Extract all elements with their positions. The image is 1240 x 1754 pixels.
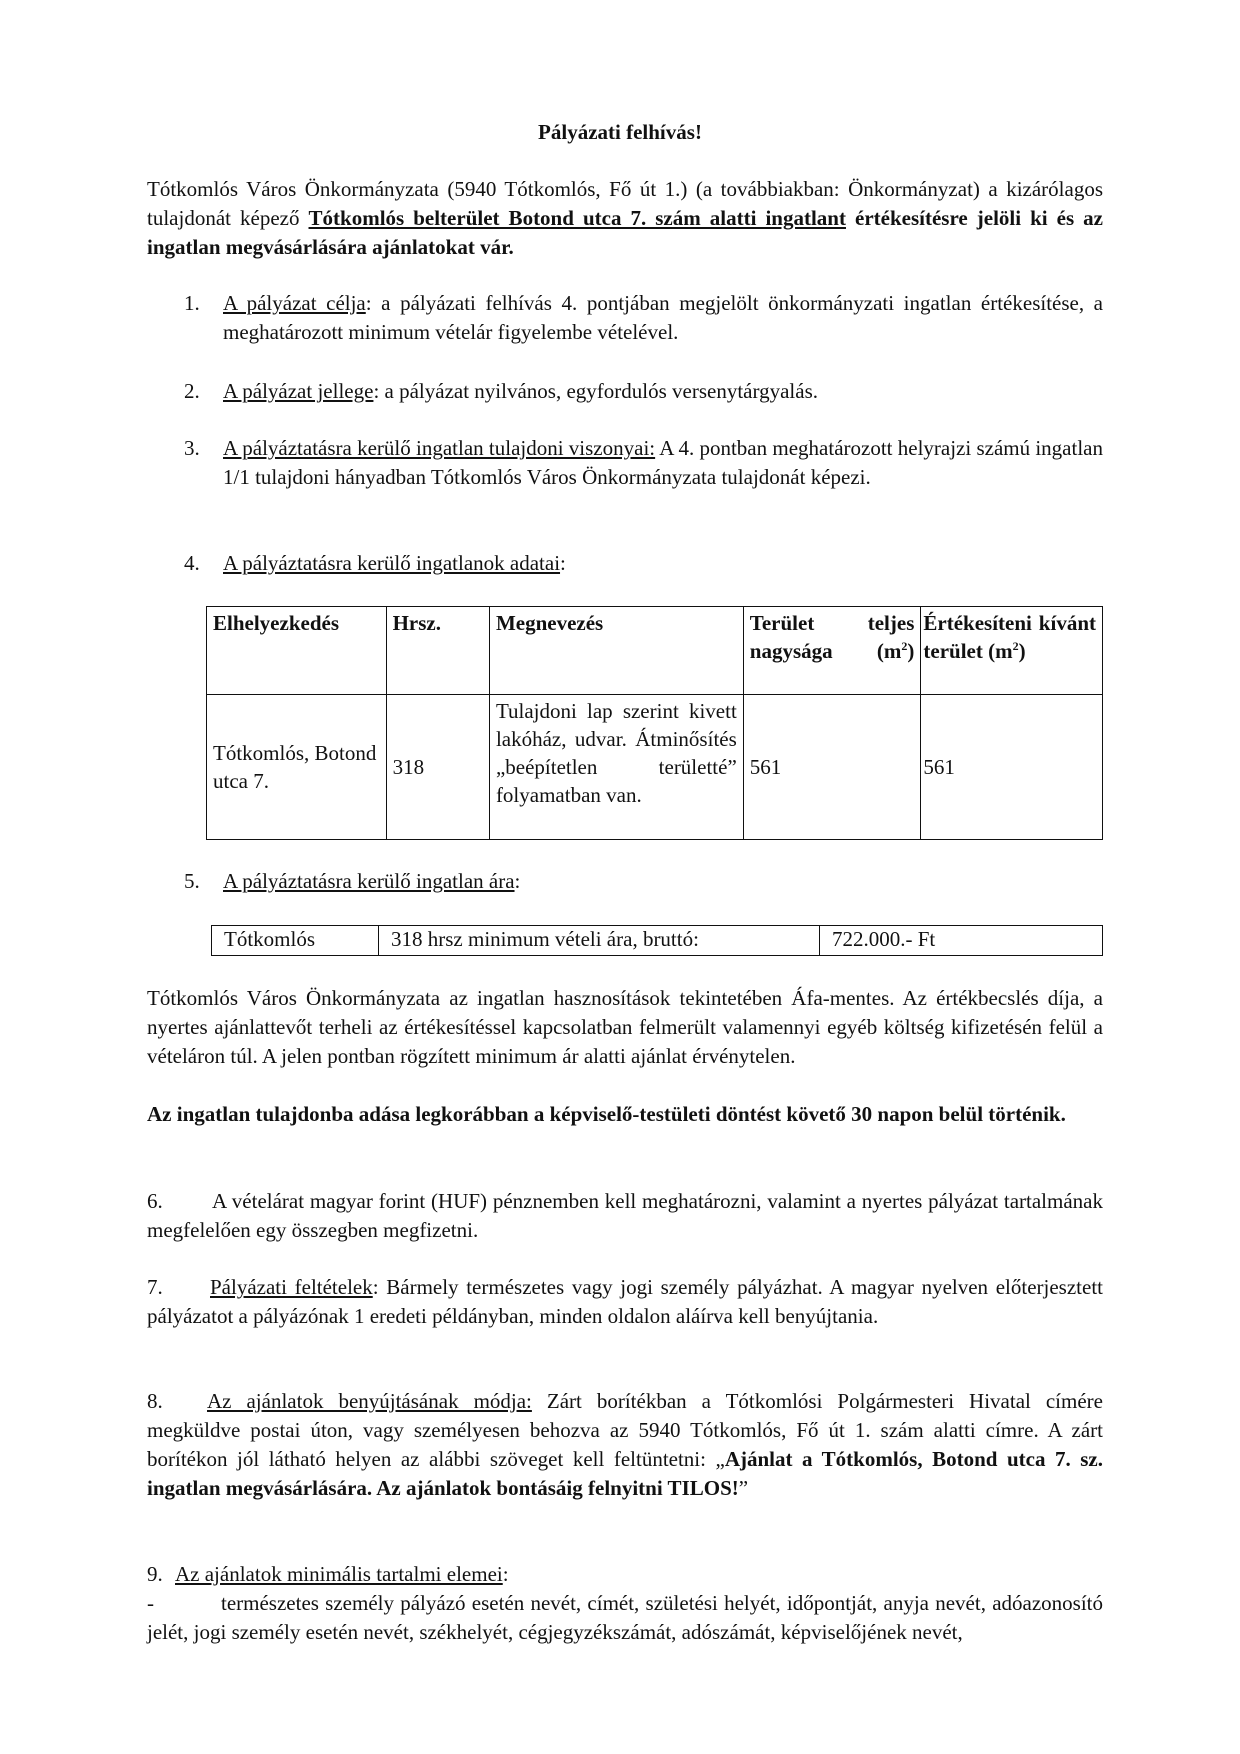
section-text (147, 1273, 1103, 1331)
section-body: : (502, 1562, 509, 1586)
price-cell-value: 722.000.- Ft (820, 926, 1103, 956)
section-6 (147, 1187, 1103, 1245)
section-8 (147, 1387, 1103, 1503)
price-cell-location: Tótkomlós (212, 926, 379, 956)
section-label: Az ajánlatok minimális tartalmi elemei (175, 1562, 503, 1586)
section-label: A pályázat jellege (223, 379, 374, 403)
section-number: 6. (147, 1189, 163, 1213)
section-label: Az ajánlatok benyújtásának módja: (207, 1389, 532, 1413)
table-row (212, 926, 1103, 956)
section-text (223, 867, 1103, 896)
table-row (207, 695, 1103, 840)
section-body: : a pályázat nyilvános, egyfordulós versenytárgyalás. (373, 379, 818, 403)
section-text (147, 1187, 1103, 1245)
bullet-item (147, 1589, 1103, 1647)
intro-text: Tótkomlós Város Önkormányzata (5940 Tótkomlós, Fő út 1.) (a továbbiakban: Önkormányzat) a kizárólagos tulajdonát képező (147, 177, 1103, 230)
cell-description: Tulajdoni lap szerint kivett lakóház, udvar. Átminősítés „beépítetlen területté” folyamatban van. (489, 695, 743, 840)
superscript: 2 (901, 639, 908, 653)
property-address: Tótkomlós belterület Botond utca 7. szám alatti ingatlant (308, 206, 846, 230)
section-label: A pályáztatásra kerülő ingatlan tulajdoni viszonyai: (223, 436, 656, 460)
section-2 (147, 377, 1103, 406)
cell-hrsz: 318 (386, 695, 489, 840)
section-body: Zárt borítékban a Tótkomlósi Polgármesteri Hivatal címére megküldve postai úton, vagy személyesen behozva az 5940 Tótkomlós, Fő út 1. szám alatti címre. A zárt borítékon jól látható helyen az alábbi szöveget kell feltüntetni: „ (147, 1389, 1103, 1471)
section-7 (147, 1273, 1103, 1331)
intro-bold-text: értékesítésre jelöli ki és az ingatlan megvásárlására ajánlatokat vár. (147, 206, 1104, 259)
envelope-label-text: Ajánlat a Tótkomlós, Botond utca 7. sz. ingatlan megvásárlására. Az ajánlatok bontásáig felnyitni TILOS! (147, 1447, 1104, 1500)
section-text (223, 434, 1103, 492)
section-text (147, 1387, 1103, 1503)
section-number: 4. (184, 551, 200, 575)
section-label: A pályázat célja (223, 291, 366, 315)
section-body: : a pályázati felhívás 4. pontjában megjelölt önkormányzati ingatlan értékesítése, a meghatározott minimum vételár figyelembe vételével. (223, 291, 1103, 344)
section-1 (147, 289, 1103, 347)
section-4 (147, 549, 1103, 578)
closing-quote: ” (738, 1476, 749, 1500)
section-body: A vételárat magyar forint (HUF) pénznemben kell meghatározni, valamint a nyertes pályázat tartalmának megfelelően egy összegben megfizetni. (147, 1189, 1103, 1242)
section-number: 8. (147, 1389, 163, 1413)
section-label: A pályáztatásra kerülő ingatlan ára (223, 869, 515, 893)
section-body: : (560, 551, 566, 575)
header-location: Elhelyezkedés (207, 607, 387, 695)
section-text (223, 549, 1103, 578)
section-5 (147, 867, 1103, 896)
section-number: 9. (147, 1562, 163, 1586)
vat-paragraph: Tótkomlós Város Önkormányzata az ingatlan hasznosítások tekintetében Áfa-mentes. Az értékbecslés díja, a nyertes ajánlattevőt terheli az értékesítéssel kapcsolatban felmerült valamennyi egyéb költség kifizetésén felül a vételáron túl. A jelen pontban rögzített minimum ár alatti ajánlat érvénytelen. (147, 986, 1103, 1068)
section-text (223, 289, 1103, 347)
section-3 (147, 434, 1103, 492)
section-label: Pályázati feltételek (210, 1275, 373, 1299)
property-table (206, 606, 1103, 840)
intro-paragraph (147, 175, 1103, 262)
section-heading (147, 1560, 1103, 1589)
section-number: 5. (184, 869, 200, 893)
section-label: A pályáztatásra kerülő ingatlanok adatai (223, 551, 561, 575)
header-hrsz: Hrsz. (386, 607, 489, 695)
table-header-row (207, 607, 1103, 695)
header-text: Értékesíteni kívánt terület (m (923, 611, 1096, 663)
page-title: Pályázati felhívás! (538, 120, 702, 144)
header-text: Terület teljes nagysága (m (749, 611, 915, 663)
header-total-area (743, 607, 921, 695)
header-text: ) (907, 639, 915, 663)
price-table (211, 925, 1103, 956)
header-text: ) (1018, 639, 1026, 663)
price-cell-label: 318 hrsz minimum vételi ára, bruttó: (379, 926, 820, 956)
section-body: A 4. pontban meghatározott helyrajzi számú ingatlan 1/1 tulajdoni hányadban Tótkomlós Város Önkormányzata tulajdonát képezi. (223, 436, 1103, 489)
section-number: 3. (184, 436, 200, 460)
cell-total-area: 561 (743, 695, 921, 840)
section-9 (147, 1560, 1103, 1647)
transfer-paragraph: Az ingatlan tulajdonba adása legkorábban a képviselő-testületi döntést követő 30 napon belül történik. (147, 1102, 1066, 1126)
section-body: : (514, 869, 521, 893)
superscript: 2 (1012, 639, 1019, 653)
cell-sale-area: 561 (921, 695, 1103, 840)
section-body: : Bármely természetes vagy jogi személy pályázhat. A magyar nyelven előterjesztett pályázatot a pályázónak 1 eredeti példányban, minden oldalon aláírva kell benyújtania. (147, 1275, 1103, 1328)
section-number: 7. (147, 1275, 163, 1299)
section-number: 1. (184, 291, 200, 315)
section-text (223, 377, 1103, 406)
bullet-text: természetes személy pályázó esetén nevét, címét, születési helyét, időpontját, anyja nevét, adóazonosító jelét, jogi személy esetén nevét, székhelyét, cégjegyzékszámát, adószámát, képviselőjének nevét, (147, 1591, 1103, 1644)
bullet-dash: - (147, 1591, 154, 1615)
header-sale-area (921, 607, 1103, 695)
cell-location: Tótkomlós, Botond utca 7. (207, 695, 387, 840)
header-name: Megnevezés (489, 607, 743, 695)
section-number: 2. (184, 379, 200, 403)
